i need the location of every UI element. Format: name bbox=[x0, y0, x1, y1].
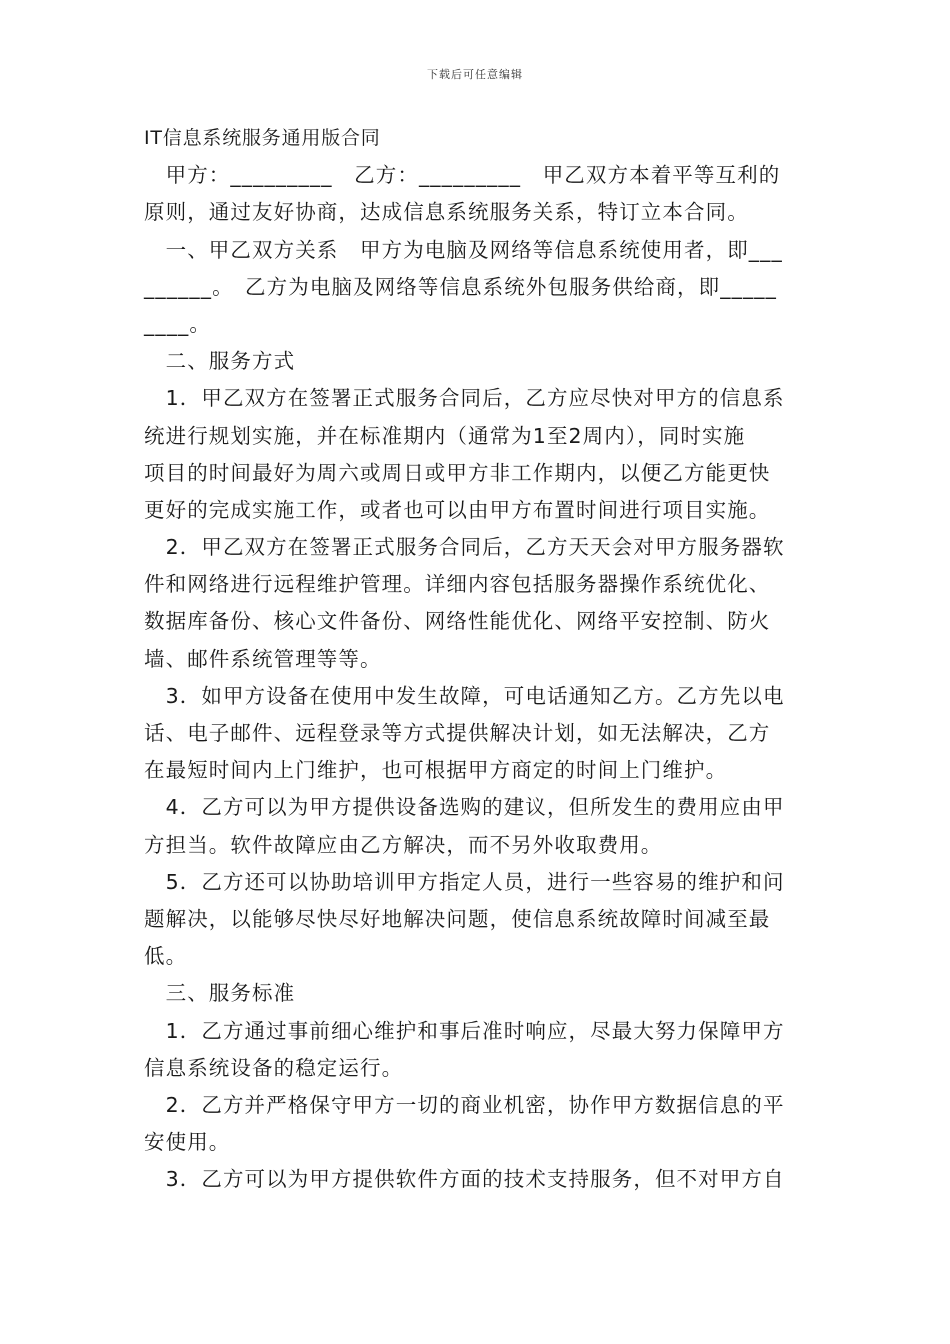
paragraph-line: 方担当。软件故障应由乙方解决，而不另外收取费用。 bbox=[144, 832, 663, 857]
page-header-note: 下载后可任意编辑 bbox=[427, 68, 523, 81]
paragraph-line: ______。 乙方为电脑及网络等信息系统外包服务供给商，即_____ bbox=[144, 274, 777, 299]
paragraph-line: 1．乙方通过事前细心维护和事后准时响应，尽最大努力保障甲方 bbox=[144, 1018, 785, 1043]
paragraph-line: 件和网络进行远程维护管理。详细内容包括服务器操作系统优化、 bbox=[144, 572, 771, 597]
paragraph-line: 1．甲乙双方在签署正式服务合同后，乙方应尽快对甲方的信息系 bbox=[144, 386, 785, 411]
paragraph-line: 话、电子邮件、远程登录等方式提供解决计划，如无法解决，乙方 bbox=[144, 721, 771, 745]
paragraph-line: 2．乙方并严格保守甲方一切的商业机密，协作甲方数据信息的平 bbox=[144, 1092, 785, 1117]
paragraph-line: 3．如甲方设备在使用中发生故障，可电话通知乙方。乙方先以电 bbox=[144, 683, 785, 708]
paragraph-line: 5．乙方还可以协助培训甲方指定人员，进行一些容易的维护和问 bbox=[144, 869, 785, 894]
section-heading: 三、服务标准 bbox=[144, 981, 296, 1006]
paragraph-line: 3．乙方可以为甲方提供软件方面的技术支持服务，但不对甲方自 bbox=[144, 1167, 785, 1192]
paragraph-line: 一、甲乙双方关系 甲方为电脑及网络等信息系统使用者，即___ bbox=[144, 237, 783, 262]
paragraph-line: 信息系统设备的稳定运行。 bbox=[144, 1055, 404, 1080]
paragraph-line: 数据库备份、核心文件备份、网络性能优化、网络平安控制、防火 bbox=[144, 609, 771, 634]
contract-body bbox=[144, 120, 806, 1198]
paragraph-line: 墙、邮件系统管理等等。 bbox=[144, 646, 382, 671]
paragraph-line: 原则，通过友好协商，达成信息系统服务关系，特订立本合同。 bbox=[144, 200, 749, 225]
paragraph-line: 项目的时间最好为周六或周日或甲方非工作期内，以便乙方能更快 bbox=[144, 460, 771, 485]
paragraph-line: 2．甲乙双方在签署正式服务合同后，乙方天天会对甲方服务器软 bbox=[144, 535, 785, 560]
paragraph-line: 在最短时间内上门维护，也可根据甲方商定的时间上门维护。 bbox=[144, 758, 728, 783]
paragraph-line: 题解决，以能够尽快尽好地解决问题，使信息系统故障时间减至最 bbox=[144, 906, 771, 931]
paragraph-line: 甲方：_________ 乙方：_________ 甲乙双方本着平等互利的 bbox=[144, 163, 781, 188]
contract-title: IT信息系统服务通用版合同 bbox=[144, 127, 381, 149]
paragraph-line: ____。 bbox=[144, 311, 211, 336]
paragraph-line: 更好的完成实施工作，或者也可以由甲方布置时间进行项目实施。 bbox=[144, 497, 771, 522]
section-heading: 二、服务方式 bbox=[144, 349, 296, 374]
paragraph-line: 4．乙方可以为甲方提供设备选购的建议，但所发生的费用应由甲 bbox=[144, 795, 785, 820]
paragraph-line: 安使用。 bbox=[144, 1130, 231, 1155]
paragraph-line: 统进行规划实施，并在标准期内（通常为1至2周内），同时实施 bbox=[144, 423, 746, 448]
paragraph-line: 低。 bbox=[144, 944, 188, 969]
